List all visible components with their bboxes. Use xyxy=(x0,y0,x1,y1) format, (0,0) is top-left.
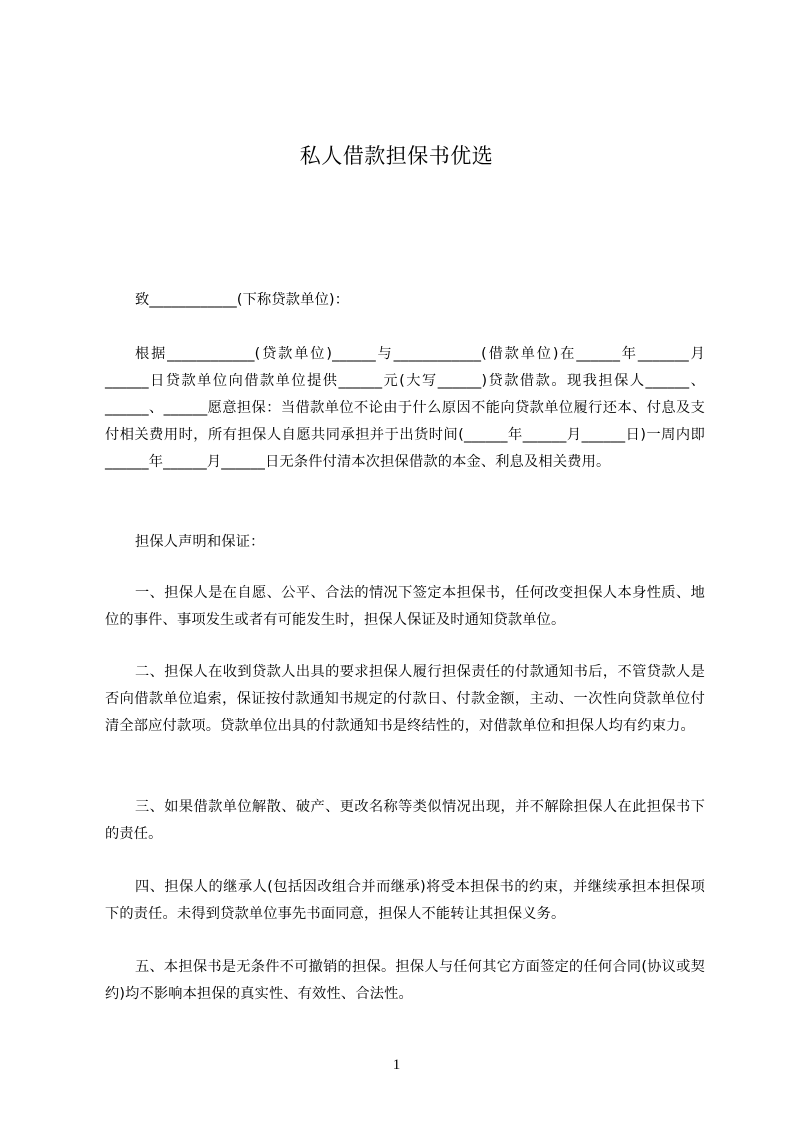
clause-4: 四、担保人的继承人(包括因改组合并而继承)将受本担保书的约束，并继续承担本担保项下的责任。未得到贷款单位事先书面同意，担保人不能转让其担保义务。 xyxy=(105,879,705,922)
clause-1: 一、担保人是在自愿、公平、合法的情况下签定本担保书，任何改变担保人本身性质、地位的事件、事项发生或者有可能发生时，担保人保证及时通知贷款单位。 xyxy=(105,585,705,628)
basis-paragraph: 根据____________(贷款单位)______与____________(借款单位)在______年_______月______日贷款单位向借款单位提供______元(大写______)贷款借款。现我担保人______、______、______愿意担保：当借款单位不论由于什么原因不能向贷款单位履行还本、付息及支付相关费用时，所有担保人自愿共同承担并于出货时间(______年______月______日)一周内即______年______月______日无条件付清本次担保借款的本金、利息及相关费用。 xyxy=(105,346,705,470)
salutation-line: 致____________(下称贷款单位)： xyxy=(135,292,350,308)
page-number: 1 xyxy=(392,1057,401,1073)
clause-2: 二、担保人在收到贷款人出具的要求担保人履行担保责任的付款通知书后，不管贷款人是否向借款单位追索，保证按付款通知书规定的付款日、付款金额，主动、一次性向贷款单位付清全部应付款项。贷款单位出具的付款通知书是终结性的，对借款单位和担保人均有约束力。 xyxy=(105,664,705,734)
declaration-heading: 担保人声明和保证： xyxy=(135,534,265,550)
document-title: 私人借款担保书优选 xyxy=(299,144,494,168)
clause-3: 三、如果借款单位解散、破产、更改名称等类似情况出现，并不解除担保人在此担保书下的责任。 xyxy=(105,799,705,842)
clause-5: 五、本担保书是无条件不可撤销的担保。担保人与任何其它方面签定的任何合同(协议或契约)均不影响本担保的真实性、有效性、合法性。 xyxy=(105,959,705,1002)
